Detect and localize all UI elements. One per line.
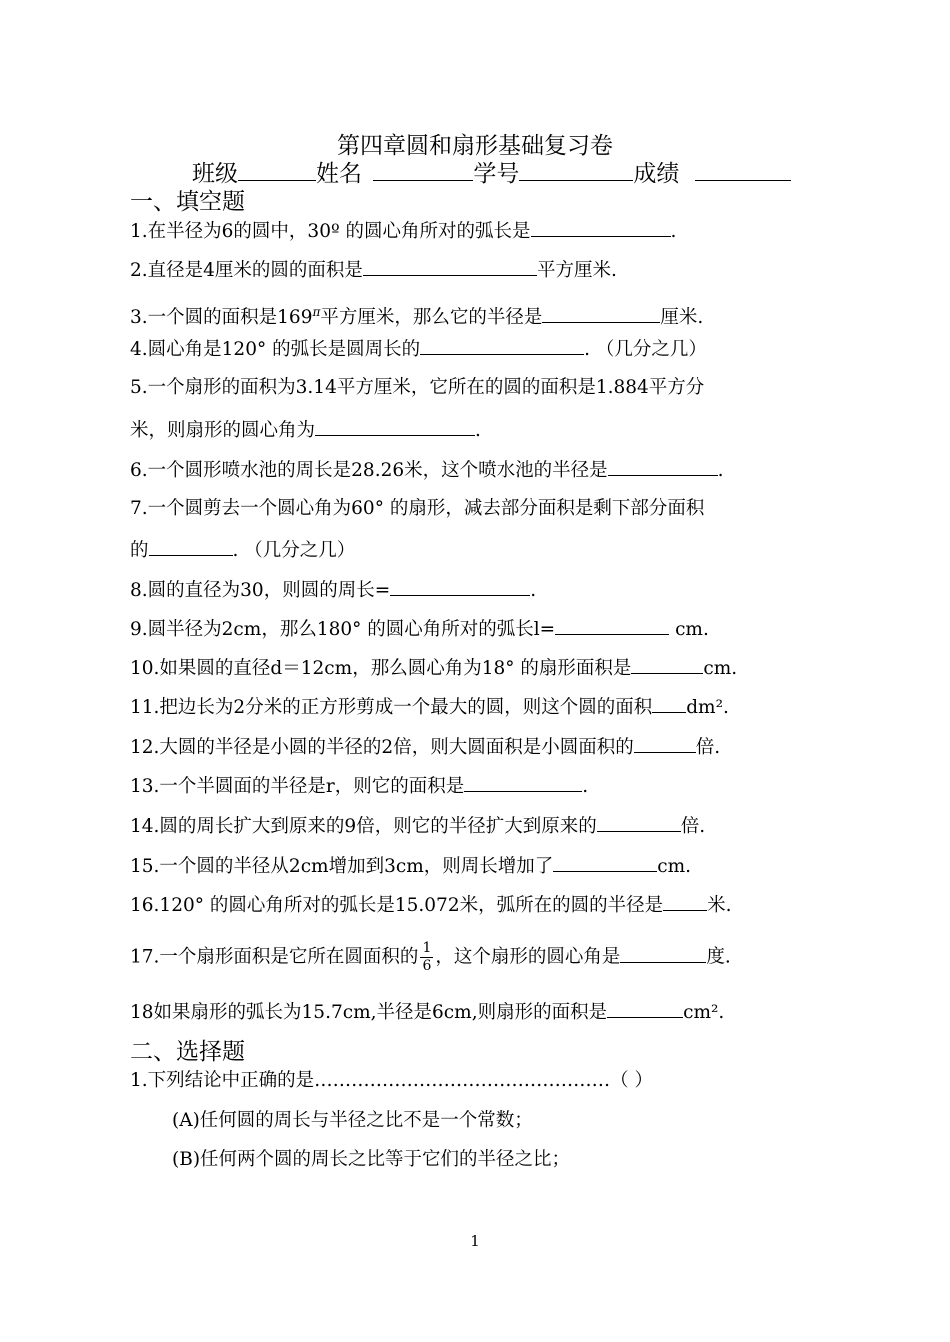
student-info-line [192, 158, 791, 190]
answer-blank[interactable] [390, 579, 530, 596]
choice-option-a[interactable]: (A)任何圆的周长与半径之比不是一个常数； [172, 1110, 533, 1131]
fill-question-1: 1.在半径为6的圆中，30º 的圆心角所对的弧长是 . [130, 221, 677, 242]
answer-blank[interactable] [555, 618, 669, 635]
fraction-one-sixth: $\frac{1}{6}$ [422, 940, 432, 974]
fill-question-7-line-2: 的 . （几分之几） [130, 540, 356, 561]
section-heading-choice: 二、选择题 [130, 1039, 245, 1065]
score-label: 成绩 [633, 161, 680, 187]
class-blank[interactable] [238, 158, 316, 181]
fill-question-7-line-1: 7.一个圆剪去一个圆心角为60° 的扇形，减去部分面积是剩下部分面积 [130, 498, 705, 519]
choice-option-b[interactable]: (B)任何两个圆的周长之比等于它们的半径之比； [172, 1149, 571, 1170]
answer-blank[interactable] [608, 459, 718, 476]
answer-blank[interactable] [634, 736, 696, 753]
fill-question-17: 17.一个扇形面积是它所在圆面积的 $\frac{1}{6}$ ，这个扇形的圆心角是 度. [130, 940, 731, 974]
answer-blank[interactable] [315, 419, 475, 436]
page-title: 第四章圆和扇形基础复习卷 [337, 133, 613, 159]
answer-blank[interactable] [652, 696, 686, 713]
fill-question-3: 3.一个圆的面积是$169^\pi$平方厘米，那么它的半径是 厘米. [130, 305, 704, 329]
fill-question-5-line-1: 5.一个扇形的面积为3.14平方厘米，它所在的圆的面积是1.884平方分 [130, 377, 705, 398]
fill-question-14: 14.圆的周长扩大到原来的9倍，则它的半径扩大到原来的 倍. [130, 816, 706, 837]
name-blank[interactable] [373, 158, 473, 181]
section-heading-fill: 一、填空题 [130, 189, 245, 215]
fill-question-5-line-2: 米，则扇形的圆心角为 . [130, 420, 481, 441]
fill-question-9: 9.圆半径为2cm，那么180° 的圆心角所对的弧长l= cm. [130, 619, 709, 640]
fill-question-16: 16.120° 的圆心角所对的弧长是15.072米，弧所在的圆的半径是 米. [130, 895, 732, 916]
fill-question-18: 18如果扇形的弧长为15.7cm,半径是6cm,则扇形的面积是 cm². [130, 1002, 725, 1023]
answer-blank[interactable] [607, 1001, 683, 1018]
fill-question-10: 10.如果圆的直径d＝12cm，那么圆心角为18° 的扇形面积是 cm. [130, 658, 738, 679]
fill-question-11: 11.把边长为2分米的正方形剪成一个最大的圆，则这个圆的面积 dm². [130, 697, 729, 718]
id-label: 学号 [473, 161, 520, 187]
fill-question-12: 12.大圆的半径是小圆的半径的2倍，则大圆面积是小圆面积的 倍. [130, 737, 721, 758]
pi-symbol: π [312, 305, 321, 319]
fill-question-13: 13.一个半圆面的半径是r，则它的面积是 . [130, 776, 589, 797]
fill-question-15: 15.一个圆的半径从2cm增加到3cm，则周长增加了 cm. [130, 856, 692, 877]
fill-question-4: 4.圆心角是120° 的弧长是圆周长的 . （几分之几） [130, 339, 707, 360]
score-blank[interactable] [695, 158, 791, 181]
answer-blank[interactable] [663, 894, 707, 911]
fill-question-8: 8.圆的直径为30，则圆的周长= . [130, 580, 537, 601]
answer-blank[interactable] [420, 338, 584, 355]
answer-blank[interactable] [149, 539, 233, 556]
choice-question-1: 1.下列结论中正确的是…………………………………………（ ） [130, 1070, 654, 1091]
answer-blank[interactable] [542, 306, 660, 323]
page-number: 1 [470, 1232, 480, 1250]
answer-blank[interactable] [363, 259, 537, 276]
fill-question-2: 2.直径是4厘米的圆的面积是 平方厘米. [130, 260, 617, 281]
answer-blank[interactable] [531, 220, 671, 237]
class-label: 班级 [192, 161, 238, 187]
answer-blank[interactable] [597, 815, 681, 832]
id-blank[interactable] [519, 158, 633, 181]
answer-blank[interactable] [553, 855, 657, 872]
fill-question-6: 6.一个圆形喷水池的周长是28.26米，这个喷水池的半径是 . [130, 460, 724, 481]
answer-blank[interactable] [631, 657, 703, 674]
answer-blank[interactable] [464, 775, 582, 792]
answer-blank[interactable] [620, 946, 706, 963]
name-label: 姓名 [316, 161, 362, 187]
